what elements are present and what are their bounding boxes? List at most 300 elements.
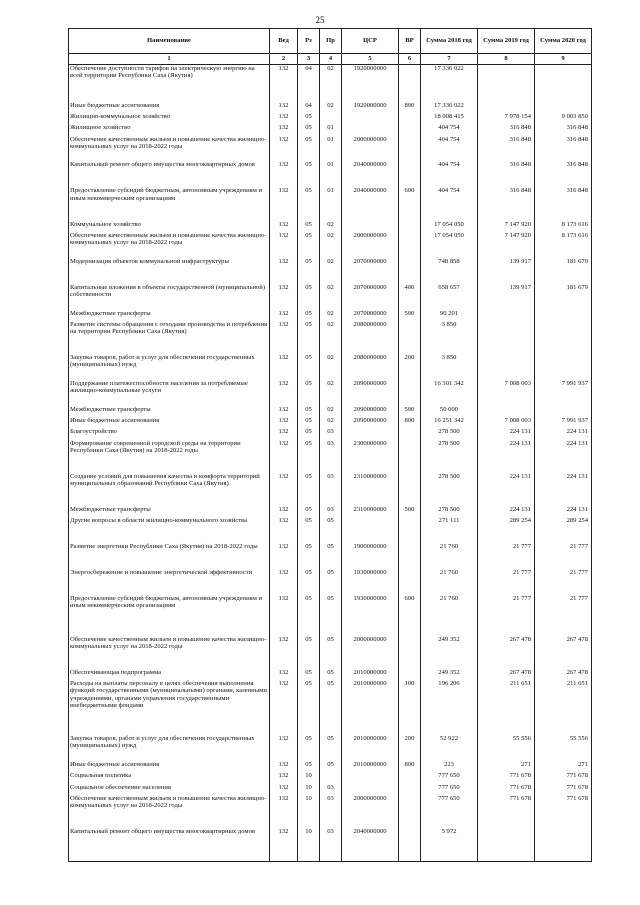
row-ved: [270, 83, 298, 102]
colnum-1: 1: [69, 54, 270, 65]
row-vr: [399, 473, 421, 506]
row-name: Иные бюджетные ассигнования: [69, 417, 270, 428]
row-pr: 01: [320, 187, 342, 220]
row-sum-2018: 748 858: [421, 258, 478, 284]
table-row: [69, 428, 592, 439]
row-csr: [342, 83, 399, 102]
row-sum-2019: [478, 310, 535, 321]
colnum-7: 7: [421, 54, 478, 65]
table-row: [69, 543, 592, 569]
row-csr: 2040000000: [342, 828, 399, 861]
row-vr: [399, 113, 421, 124]
row-csr: 2040000000: [342, 187, 399, 220]
row-sum-2019: 771 678: [478, 795, 535, 828]
table-row: [69, 636, 592, 669]
colnum-5: 5: [342, 54, 399, 65]
row-sum-2020: [535, 321, 592, 354]
row-csr: 1930000000: [342, 569, 399, 595]
row-sum-2018: 777 650: [421, 784, 478, 795]
row-name: Иные бюджетные ассигнования: [69, 761, 270, 772]
table-header: [69, 29, 592, 65]
row-pr: 03: [320, 506, 342, 517]
row-csr: 2080000000: [342, 354, 399, 380]
row-pr: 05: [320, 636, 342, 669]
row-rz: 05: [298, 380, 320, 406]
row-sum-2020: 316 848: [535, 187, 592, 220]
row-name: Развитие энергетики Республики Саха (Якутия) на 2018-2022 годы: [69, 543, 270, 569]
row-name: Закупка товаров, работ и услуг для обеспечения государственных (муниципальных) нужд: [69, 735, 270, 761]
row-csr: [342, 772, 399, 783]
row-rz: 05: [298, 417, 320, 428]
row-vr: [399, 83, 421, 102]
row-vr: 200: [399, 354, 421, 380]
row-vr: [399, 428, 421, 439]
row-rz: 05: [298, 761, 320, 772]
row-sum-2020: 7 991 937: [535, 417, 592, 428]
row-vr: 100: [399, 680, 421, 735]
row-sum-2018: 196 206: [421, 680, 478, 735]
row-sum-2018: 271 111: [421, 517, 478, 543]
row-rz: 10: [298, 795, 320, 828]
row-pr: 02: [320, 406, 342, 417]
table-row: [69, 795, 592, 828]
table-row: [69, 680, 592, 735]
row-sum-2019: 21 777: [478, 569, 535, 595]
row-pr: 02: [320, 354, 342, 380]
row-pr: 05: [320, 543, 342, 569]
row-ved: 132: [270, 569, 298, 595]
row-sum-2019: 7 978 154: [478, 113, 535, 124]
row-rz: 05: [298, 506, 320, 517]
row-sum-2020: 181 679: [535, 258, 592, 284]
row-sum-2020: 211 651: [535, 680, 592, 735]
row-vr: 500: [399, 406, 421, 417]
row-sum-2020: 771 678: [535, 772, 592, 783]
row-sum-2020: 8 173 616: [535, 221, 592, 232]
row-csr: [342, 124, 399, 135]
row-sum-2018: 50 000: [421, 406, 478, 417]
row-sum-2020: [535, 102, 592, 113]
row-rz: 05: [298, 440, 320, 473]
row-pr: 03: [320, 473, 342, 506]
row-vr: 400: [399, 284, 421, 310]
row-ved: 132: [270, 473, 298, 506]
row-csr: [342, 517, 399, 543]
table-row: [69, 784, 592, 795]
row-sum-2020: 55 556: [535, 735, 592, 761]
row-sum-2018: 17 054 050: [421, 232, 478, 258]
row-sum-2018: 404 754: [421, 136, 478, 162]
row-pr: 05: [320, 680, 342, 735]
row-csr: [342, 428, 399, 439]
row-pr: 02: [320, 102, 342, 113]
table-row: [69, 473, 592, 506]
row-pr: 02: [320, 321, 342, 354]
row-pr: 05: [320, 595, 342, 636]
row-sum-2019: 7 147 920: [478, 232, 535, 258]
budget-table: [68, 28, 592, 862]
row-name: Предоставление субсидий бюджетным, автономным учреждениям и иным некоммерческим организациям: [69, 187, 270, 220]
row-sum-2020: [535, 828, 592, 861]
row-vr: 600: [399, 595, 421, 636]
row-sum-2020: 7 991 937: [535, 380, 592, 406]
row-sum-2019: [478, 65, 535, 84]
row-sum-2020: 316 848: [535, 136, 592, 162]
row-ved: 132: [270, 680, 298, 735]
row-rz: 04: [298, 65, 320, 84]
row-sum-2019: 224 131: [478, 473, 535, 506]
row-sum-2018: 278 500: [421, 428, 478, 439]
row-name: Межбюджетные трансферты: [69, 406, 270, 417]
row-vr: [399, 772, 421, 783]
row-sum-2018: 3 850: [421, 321, 478, 354]
header-rz: Рз: [298, 29, 320, 54]
row-vr: [399, 636, 421, 669]
row-csr: 1920000000: [342, 65, 399, 84]
row-sum-2019: [478, 354, 535, 380]
table-row: [69, 284, 592, 310]
row-ved: 132: [270, 772, 298, 783]
header-sum-2018: Сумма 2018 год: [421, 29, 478, 54]
row-sum-2019: 7 008 003: [478, 380, 535, 406]
row-ved: 132: [270, 258, 298, 284]
row-csr: 2090000000: [342, 417, 399, 428]
table-row: [69, 440, 592, 473]
row-csr: 2010000000: [342, 669, 399, 680]
row-sum-2020: 271: [535, 761, 592, 772]
table-row: [69, 669, 592, 680]
row-ved: 132: [270, 406, 298, 417]
row-vr: [399, 380, 421, 406]
row-vr: [399, 784, 421, 795]
row-sum-2020: 224 131: [535, 473, 592, 506]
row-name: Иные бюджетные ассигнования: [69, 102, 270, 113]
row-csr: 2070000000: [342, 284, 399, 310]
row-name: Энергосбережение и повышение энергетической эффективности: [69, 569, 270, 595]
row-sum-2020: 224 131: [535, 440, 592, 473]
row-sum-2019: 289 254: [478, 517, 535, 543]
row-csr: 2070000000: [342, 310, 399, 321]
table-row: [69, 161, 592, 187]
row-vr: [399, 669, 421, 680]
row-pr: 03: [320, 784, 342, 795]
row-rz: 05: [298, 221, 320, 232]
row-vr: [399, 124, 421, 135]
row-sum-2019: [478, 83, 535, 102]
colnum-8: 8: [478, 54, 535, 65]
table-row: [69, 258, 592, 284]
row-vr: [399, 828, 421, 861]
row-name: Расходы на выплаты персоналу в целях обеспечения выполнения функций государственными (муниципальными) органами, казенными учреждениями, органами управления государственными внебюджетными фондами: [69, 680, 270, 735]
row-sum-2019: 267 478: [478, 669, 535, 680]
row-csr: 2310000000: [342, 506, 399, 517]
row-pr: 02: [320, 380, 342, 406]
row-sum-2020: 8 173 616: [535, 232, 592, 258]
row-sum-2020: [535, 310, 592, 321]
row-vr: [399, 65, 421, 84]
row-sum-2019: 139 917: [478, 284, 535, 310]
header-sum-2019: Сумма 2019 год: [478, 29, 535, 54]
row-sum-2019: 316 848: [478, 136, 535, 162]
table-row: [69, 187, 592, 220]
row-rz: 10: [298, 828, 320, 861]
header-vr: ВР: [399, 29, 421, 54]
row-name: Межбюджетные трансферты: [69, 310, 270, 321]
row-csr: 2000000000: [342, 136, 399, 162]
row-ved: 132: [270, 310, 298, 321]
row-sum-2019: [478, 321, 535, 354]
row-sum-2020: 289 254: [535, 517, 592, 543]
row-sum-2019: 139 917: [478, 258, 535, 284]
row-ved: 132: [270, 161, 298, 187]
row-name: Жилищно-коммунальное хозяйство: [69, 113, 270, 124]
row-name: Формирование современной городской среды на территории Республики Саха (Якутия) на 2018-2022 годы: [69, 440, 270, 473]
row-csr: 2310000000: [342, 473, 399, 506]
row-ved: 132: [270, 636, 298, 669]
row-name: Обеспечение качественным жильем и повышение качества жилищно-коммунальных услуг на 2018-2022 годы: [69, 795, 270, 828]
row-sum-2018: 16 301 342: [421, 380, 478, 406]
table-row: [69, 232, 592, 258]
row-csr: 2000000000: [342, 636, 399, 669]
row-name: Социальная политика: [69, 772, 270, 783]
row-ved: 132: [270, 136, 298, 162]
row-sum-2020: 21 777: [535, 569, 592, 595]
row-pr: 02: [320, 310, 342, 321]
row-ved: 132: [270, 543, 298, 569]
row-csr: 2070000000: [342, 258, 399, 284]
row-csr: 1900000000: [342, 543, 399, 569]
header-csr: ЦСР: [342, 29, 399, 54]
row-csr: 2080000000: [342, 321, 399, 354]
row-vr: [399, 543, 421, 569]
row-rz: 05: [298, 113, 320, 124]
row-pr: 05: [320, 517, 342, 543]
header-ved: Вед: [270, 29, 298, 54]
page-number: 25: [315, 15, 325, 25]
row-name: Капитальный ремонт общего имущества многоквартирных домов: [69, 161, 270, 187]
row-sum-2019: 7 008 003: [478, 417, 535, 428]
table-row: [69, 735, 592, 761]
row-rz: 05: [298, 124, 320, 135]
row-csr: 2000000000: [342, 795, 399, 828]
table-row: [69, 136, 592, 162]
row-sum-2018: 404 754: [421, 161, 478, 187]
row-pr: 02: [320, 258, 342, 284]
row-csr: 1920000000: [342, 102, 399, 113]
row-name: Капитальный ремонт общего имущества многоквартирных домов: [69, 828, 270, 861]
table-row: [69, 761, 592, 772]
row-rz: 05: [298, 428, 320, 439]
table-row: [69, 321, 592, 354]
row-rz: 05: [298, 517, 320, 543]
header-sum-2020: Сумма 2020 год: [535, 29, 592, 54]
row-ved: 132: [270, 784, 298, 795]
row-sum-2019: 316 848: [478, 187, 535, 220]
row-csr: 2000000000: [342, 232, 399, 258]
row-name: Обеспечение качественным жильем и повышение качества жилищно-коммунальных услуг на 2018-2022 годы: [69, 136, 270, 162]
row-ved: 132: [270, 65, 298, 84]
row-pr: 01: [320, 136, 342, 162]
row-sum-2018: 5 972: [421, 828, 478, 861]
row-ved: 132: [270, 669, 298, 680]
colnum-9: 9: [535, 54, 592, 65]
row-pr: 03: [320, 428, 342, 439]
row-name: Обеспечивающая подпрограмма: [69, 669, 270, 680]
row-pr: 02: [320, 221, 342, 232]
row-vr: [399, 440, 421, 473]
row-sum-2020: 21 777: [535, 595, 592, 636]
row-rz: 05: [298, 406, 320, 417]
row-sum-2019: 224 131: [478, 428, 535, 439]
row-pr: 05: [320, 735, 342, 761]
row-vr: [399, 161, 421, 187]
row-sum-2020: [535, 406, 592, 417]
row-pr: 03: [320, 828, 342, 861]
row-sum-2019: 21 777: [478, 543, 535, 569]
row-sum-2020: 771 678: [535, 784, 592, 795]
row-vr: 800: [399, 761, 421, 772]
row-sum-2020: 267 478: [535, 669, 592, 680]
row-name: Предоставление субсидий бюджетным, автономным учреждениям и иным некоммерческим организациям: [69, 595, 270, 636]
table-row: [69, 102, 592, 113]
row-ved: 132: [270, 795, 298, 828]
row-sum-2018: 17 336 022: [421, 102, 478, 113]
table-body: [69, 65, 592, 862]
row-ved: 132: [270, 506, 298, 517]
row-rz: 05: [298, 543, 320, 569]
row-sum-2019: 55 556: [478, 735, 535, 761]
row-sum-2019: 316 848: [478, 124, 535, 135]
row-sum-2020: 224 131: [535, 428, 592, 439]
row-vr: 500: [399, 310, 421, 321]
row-sum-2019: 224 131: [478, 506, 535, 517]
row-sum-2018: 21 760: [421, 543, 478, 569]
row-ved: 132: [270, 221, 298, 232]
table-row: [69, 595, 592, 636]
colnum-2: 2: [270, 54, 298, 65]
table-row: [69, 517, 592, 543]
row-csr: [342, 784, 399, 795]
row-pr: 02: [320, 284, 342, 310]
row-sum-2019: 267 478: [478, 636, 535, 669]
row-rz: 05: [298, 310, 320, 321]
row-vr: [399, 321, 421, 354]
row-rz: 05: [298, 284, 320, 310]
row-rz: 05: [298, 636, 320, 669]
table-row: [69, 506, 592, 517]
row-sum-2018: 777 650: [421, 772, 478, 783]
row-sum-2018: 17 336 022: [421, 65, 478, 84]
row-sum-2018: 278 500: [421, 506, 478, 517]
row-sum-2018: [421, 83, 478, 102]
table-row: [69, 406, 592, 417]
row-name: Обеспечение доступности тарифов на электрическую энергию на всей территории Республики Саха (Якутия): [69, 65, 270, 84]
table-row: [69, 124, 592, 135]
row-sum-2019: [478, 102, 535, 113]
row-pr: 05: [320, 761, 342, 772]
row-sum-2018: 777 650: [421, 795, 478, 828]
row-name: Другие вопросы в области жилищно-коммунального хозяйства: [69, 517, 270, 543]
table-row: [69, 83, 592, 102]
row-pr: [320, 113, 342, 124]
row-sum-2020: 21 777: [535, 543, 592, 569]
row-ved: 132: [270, 187, 298, 220]
row-sum-2019: 771 678: [478, 784, 535, 795]
row-vr: [399, 258, 421, 284]
row-sum-2019: 21 777: [478, 595, 535, 636]
row-vr: 200: [399, 735, 421, 761]
table-row: [69, 310, 592, 321]
row-sum-2019: [478, 828, 535, 861]
row-sum-2019: 316 848: [478, 161, 535, 187]
row-vr: [399, 232, 421, 258]
row-pr: 03: [320, 440, 342, 473]
row-ved: 132: [270, 761, 298, 772]
row-csr: [342, 221, 399, 232]
row-vr: 500: [399, 506, 421, 517]
row-sum-2018: 21 760: [421, 569, 478, 595]
row-ved: 132: [270, 595, 298, 636]
row-csr: 2090000000: [342, 406, 399, 417]
table-row: [69, 417, 592, 428]
row-sum-2020: 267 478: [535, 636, 592, 669]
row-sum-2018: 278 500: [421, 473, 478, 506]
row-pr: 05: [320, 569, 342, 595]
row-name: Благоустройство: [69, 428, 270, 439]
row-csr: 2040000000: [342, 161, 399, 187]
row-rz: 05: [298, 669, 320, 680]
row-ved: 132: [270, 517, 298, 543]
row-sum-2020: 316 848: [535, 124, 592, 135]
row-rz: 05: [298, 354, 320, 380]
row-rz: 10: [298, 772, 320, 783]
row-rz: 05: [298, 680, 320, 735]
row-rz: 05: [298, 569, 320, 595]
table-row: [69, 354, 592, 380]
row-sum-2019: 771 678: [478, 772, 535, 783]
row-vr: [399, 221, 421, 232]
row-sum-2018: 17 054 050: [421, 221, 478, 232]
row-csr: 2010000000: [342, 761, 399, 772]
header-pr: Пр: [320, 29, 342, 54]
row-sum-2019: [478, 406, 535, 417]
colnum-4: 4: [320, 54, 342, 65]
row-name: Межбюджетные трансферты: [69, 506, 270, 517]
row-rz: 05: [298, 187, 320, 220]
row-name: Капитальные вложения в объекты государственной (муниципальной) собственности: [69, 284, 270, 310]
row-sum-2018: 90 201: [421, 310, 478, 321]
row-ved: 132: [270, 428, 298, 439]
row-sum-2019: 7 147 920: [478, 221, 535, 232]
row-vr: 600: [399, 187, 421, 220]
colnum-6: 6: [399, 54, 421, 65]
row-sum-2018: 249 352: [421, 669, 478, 680]
row-rz: [298, 83, 320, 102]
row-name: Коммунальное хозяйство: [69, 221, 270, 232]
row-pr: 05: [320, 669, 342, 680]
table-row: [69, 65, 592, 84]
row-pr: 02: [320, 65, 342, 84]
row-sum-2019: 271: [478, 761, 535, 772]
row-sum-2020: [535, 65, 592, 84]
row-rz: 05: [298, 321, 320, 354]
row-vr: 800: [399, 417, 421, 428]
row-csr: 2300000000: [342, 440, 399, 473]
row-name: [69, 83, 270, 102]
row-sum-2018: 18 008 415: [421, 113, 478, 124]
row-name: Жилищное хозяйство: [69, 124, 270, 135]
row-rz: 05: [298, 232, 320, 258]
